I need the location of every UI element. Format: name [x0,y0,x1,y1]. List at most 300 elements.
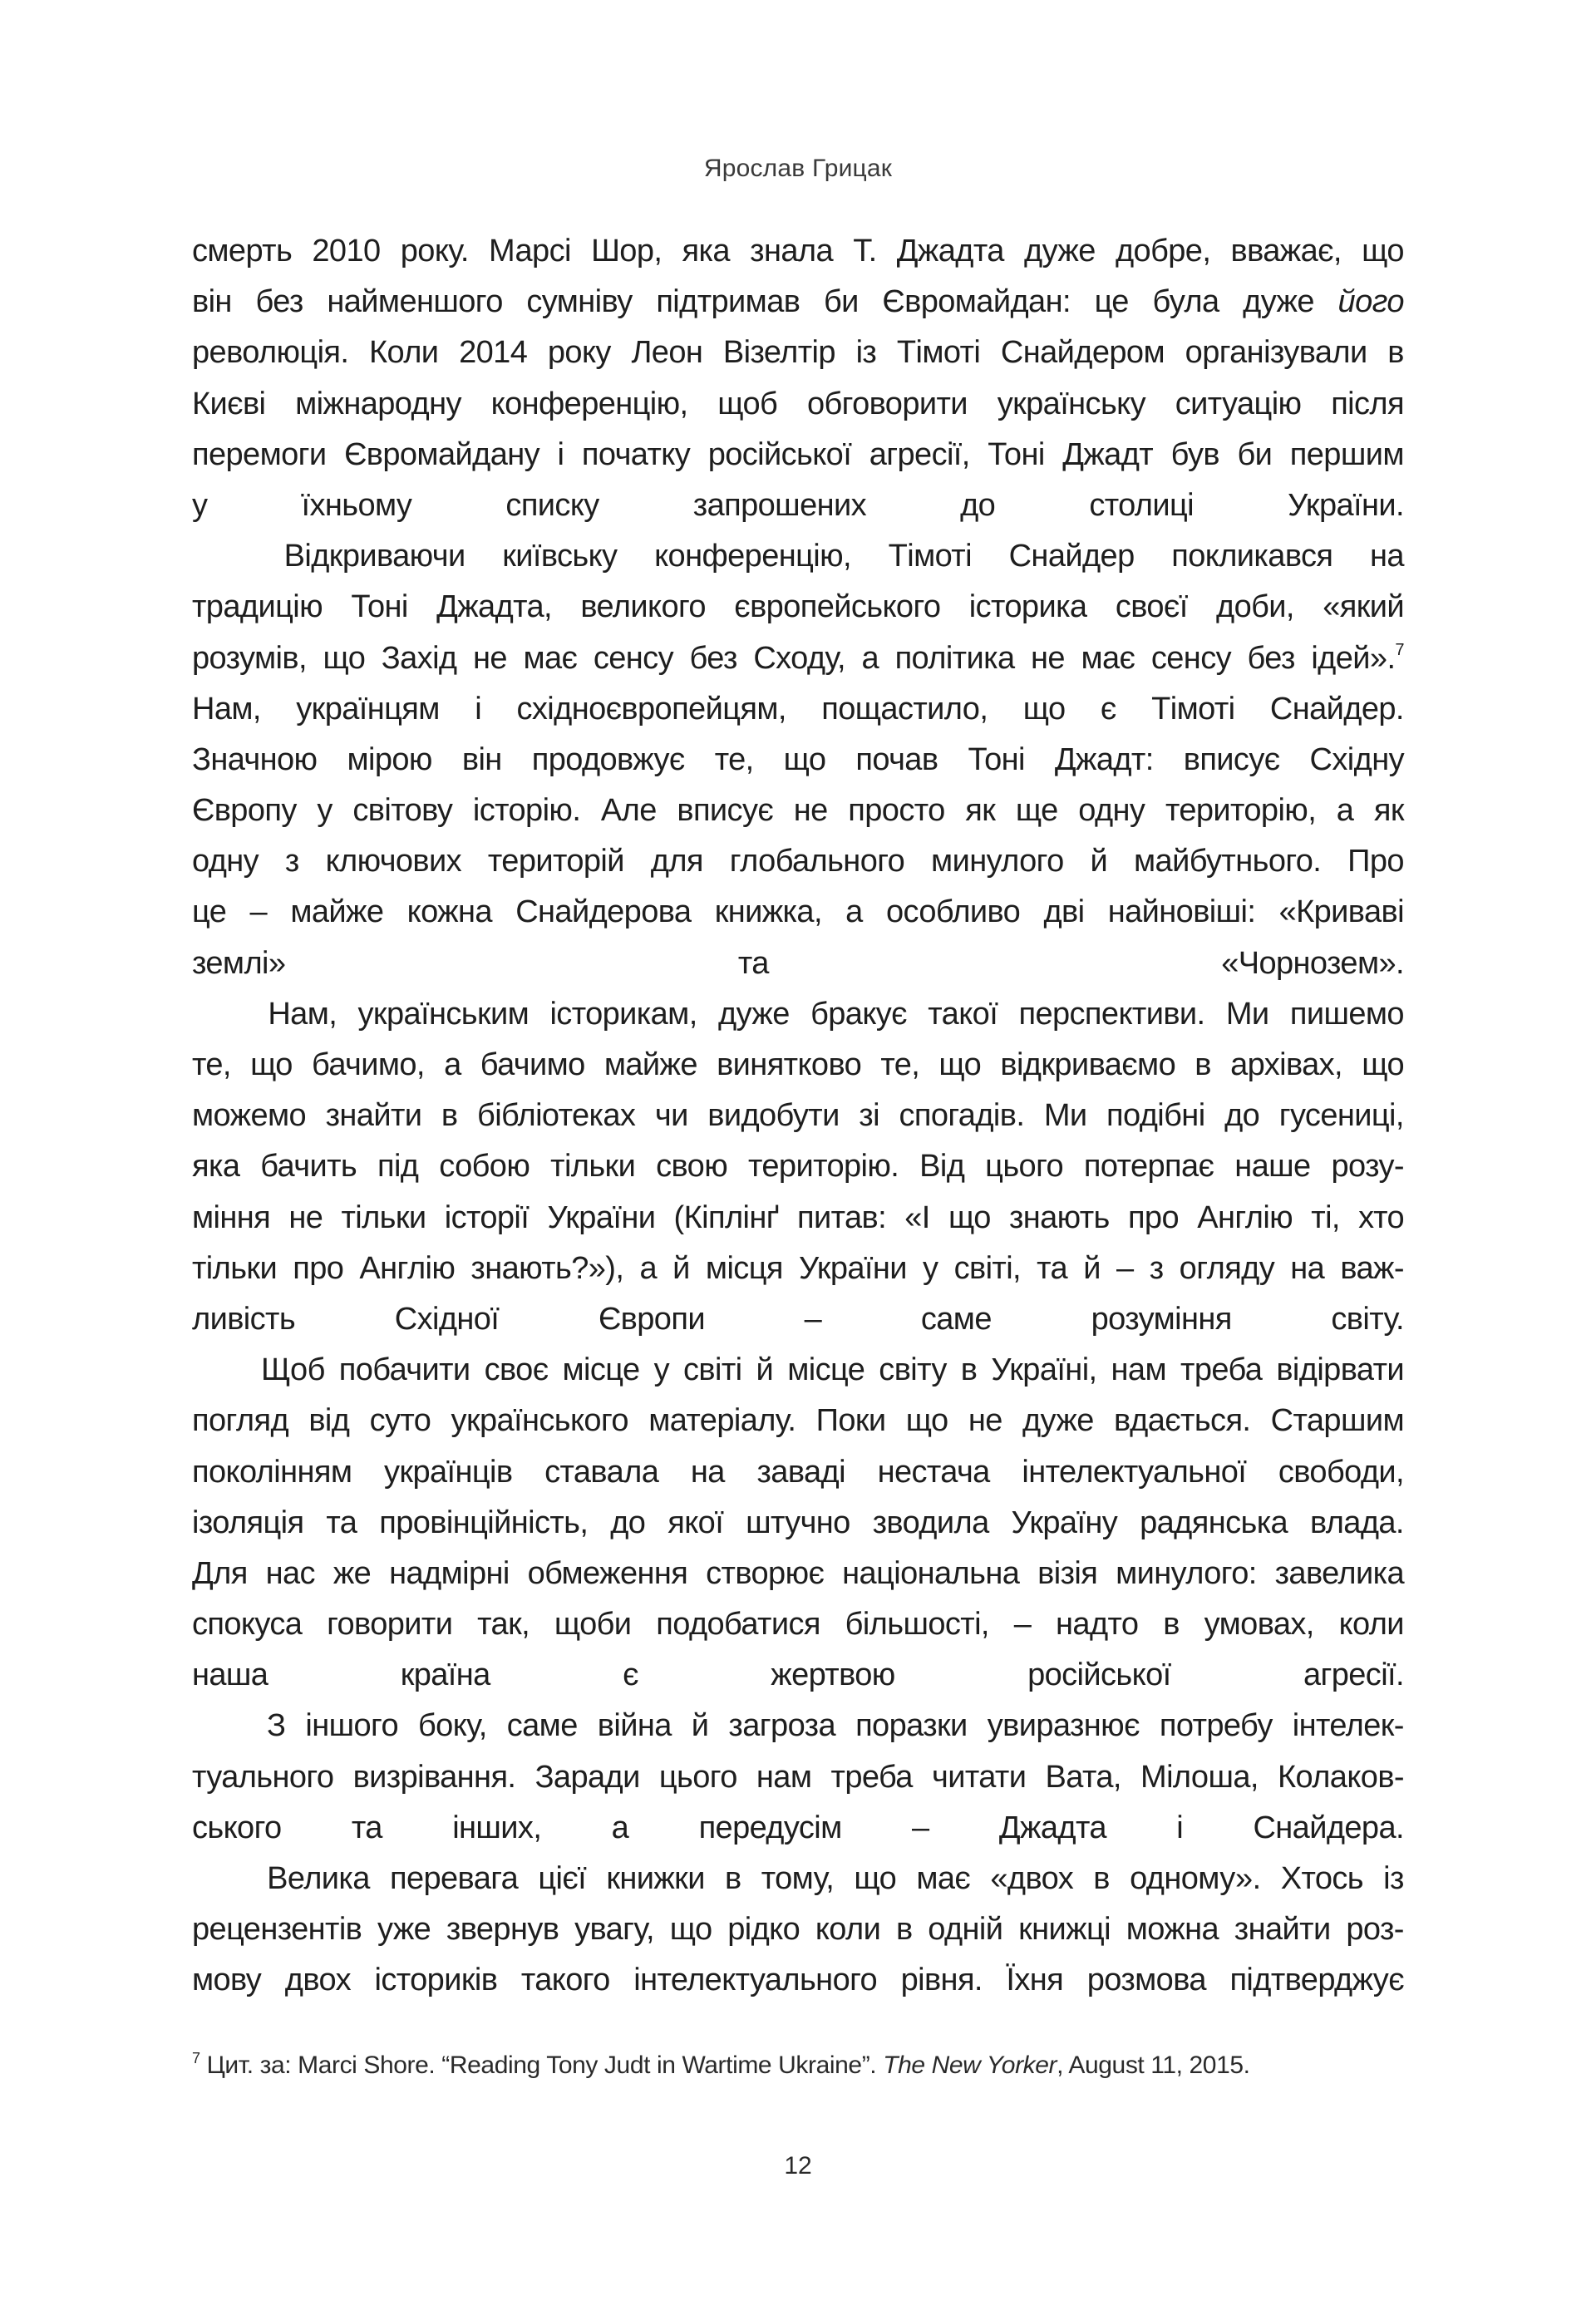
word: туального [192,1759,334,1795]
word: в [1195,1047,1211,1082]
word: обмеження [527,1555,688,1591]
word: сенсу [593,640,673,676]
word: Вата, [1045,1759,1121,1795]
word: в [1163,1607,1180,1643]
paragraph-indent [192,1854,247,1904]
word: українську [997,386,1145,421]
word: Тоні [988,436,1045,472]
word: такого [520,1963,610,1998]
word: Снайдер. [1269,691,1404,727]
word: Тімоті [888,539,972,574]
word: нас [265,1555,315,1591]
text-line [192,1498,1404,1549]
word: коли [815,1912,881,1948]
text-line [192,1040,1404,1091]
word: те, [192,1047,231,1082]
word: Шор, [591,234,663,268]
word: що [669,1912,712,1948]
text-line [192,1803,1404,1854]
word: конференцію, [490,386,688,421]
word: можемо [192,1098,307,1134]
word: світу [879,1352,947,1388]
word: продовжує [531,741,685,777]
word: тільки [192,1250,278,1286]
word: від [308,1403,350,1439]
footnote [192,2052,1404,2080]
word: Від [919,1149,965,1185]
word: важ- [1340,1250,1404,1286]
word: України [798,1250,907,1286]
word: візія [1037,1555,1098,1591]
word: книжці [1018,1912,1111,1948]
word: саме [920,1301,992,1337]
paragraph-indent [192,1345,247,1396]
word: Сходу, [753,640,845,676]
word: підтримав [656,284,800,320]
word: Велика [267,1861,370,1896]
word: з [284,844,299,879]
word: увиразнює [987,1708,1140,1744]
word: історії [444,1199,530,1235]
word: нам [1111,1352,1166,1388]
word: питав: [796,1199,887,1235]
word: глобального [729,844,905,879]
word: тільки [341,1199,426,1235]
word: ще [1015,793,1058,829]
word: територію. [748,1149,899,1185]
word: звернув [446,1912,559,1948]
word: щоби [554,1607,632,1643]
word: Ми [1225,996,1269,1032]
word: Хтось [1280,1861,1363,1896]
word: рідко [727,1912,800,1948]
word: мірою [347,741,432,777]
word: із [855,335,877,371]
word: Тоні [351,589,408,625]
word: Англію [1197,1199,1293,1235]
word: 2010 [312,234,381,268]
word: ідей».$^7$ [1311,640,1404,676]
word: ізоляція [192,1505,304,1540]
word: історикам, [549,996,697,1032]
word: – [804,1301,822,1337]
word: найменшого [327,284,503,320]
word: Європи [598,1301,705,1337]
word: дві [1043,894,1085,930]
word: – [1013,1607,1032,1643]
word: саме [506,1708,578,1744]
footnote-journal: The New Yorker [883,2052,1057,2079]
word: Джадта [998,1810,1106,1845]
word: рівня. [900,1963,983,1998]
word: потерпає [1083,1149,1214,1185]
word: бачить [260,1149,357,1185]
footnote-suffix: , August 11, 2015. [1057,2052,1250,2079]
word: Євромайдану [344,436,540,472]
word: що [1362,1047,1404,1082]
text-line [192,1599,1404,1650]
word: знають?»), [470,1250,624,1286]
text-line [192,328,1404,378]
word: відкриваємо [1000,1047,1176,1082]
word: влада. [1310,1505,1404,1540]
word: говорити [327,1607,453,1643]
word: зі [859,1098,879,1134]
word: місце [787,1352,865,1388]
word: Києві [192,386,266,421]
word: подобатися [656,1607,820,1643]
word: наше [1234,1149,1311,1185]
word: нестача [877,1454,990,1490]
page-number: 12 [784,2152,812,2180]
word: коли [1338,1607,1404,1643]
paragraph [192,1345,1404,1701]
word: сумніву [526,284,633,320]
word: вдається. [1114,1403,1251,1439]
word: до [960,487,996,523]
word: цього [658,1759,737,1795]
word: вписує [677,793,774,829]
word: книжки [606,1861,705,1896]
text-line [192,887,1404,938]
word: в [725,1861,741,1896]
word: місце [562,1352,640,1388]
word: Відкриваючи [283,539,466,574]
word: без [255,284,303,320]
word: як [965,793,996,829]
word: спокуса [192,1607,303,1643]
word: передусім [698,1810,842,1845]
word: яка [682,234,730,268]
word: Тімоті [1151,691,1235,727]
word: майже [603,1047,697,1082]
word: знають [1008,1199,1110,1235]
word: пишемо [1289,996,1404,1032]
word: бачимо, [312,1047,425,1082]
word: такої [928,996,998,1032]
word: без [689,640,737,676]
word: боку, [418,1708,487,1744]
word: ситуацію [1175,386,1302,421]
text-line [192,684,1404,735]
word: Коли [369,335,439,371]
paragraph [192,989,1404,1345]
word: що [905,1403,948,1439]
word: Нам, [192,691,261,727]
word: найновіші: [1107,894,1256,930]
word: перемоги [192,436,327,472]
word: особливо [885,894,1021,930]
word: Тімоті [896,335,981,371]
word: перевага [389,1861,519,1896]
text-line [192,277,1404,328]
word: а [1336,793,1354,829]
word: міння [192,1199,271,1235]
word: суто [369,1403,431,1439]
word: у [653,1352,669,1388]
word: територій [487,844,624,879]
word: і [557,436,564,472]
word: ського [192,1810,282,1845]
word: місця [705,1250,783,1286]
paragraph [192,531,1404,989]
word: умовах, [1204,1607,1314,1643]
word: що [854,1861,897,1896]
word: мову [192,1963,262,1998]
word: – [911,1810,929,1845]
word: свою [656,1149,728,1185]
word: двох [284,1963,351,1998]
word: що [948,1199,991,1235]
text-line [192,1854,1404,1904]
word: їхньому [301,487,412,523]
word: що [1362,234,1404,268]
word: більшості, [845,1607,989,1643]
word: знала [750,234,833,268]
word: «Криваві [1278,894,1404,930]
word: інтелектуальної [1022,1454,1247,1490]
word: світі [683,1352,742,1388]
word: Снайдерова [515,894,692,930]
word: Україну [1011,1505,1118,1540]
word: історика [968,589,1087,625]
word: українцям [296,691,440,727]
word: країна [400,1657,490,1693]
word: щоб [717,386,778,421]
text-line [192,480,1404,531]
word: треба [1180,1352,1263,1388]
word: жертвою [771,1657,895,1693]
word: до [610,1505,646,1540]
word: українців [384,1454,513,1490]
word: й [672,1250,690,1286]
word: до [1224,1098,1260,1134]
text-line [192,1904,1404,1955]
word: майбутнього. [1134,844,1322,879]
word: Євромайдан: [882,284,1071,320]
word: відірвати [1276,1352,1404,1388]
word: Англію [359,1250,456,1286]
word: у [923,1250,938,1286]
word: року [547,335,611,371]
footnote-number: 7 [192,2050,200,2066]
word: винятково [717,1047,862,1082]
word: Україні, [991,1352,1097,1388]
word: Снайдер [1008,539,1135,574]
word: просто [848,793,945,829]
word: а [444,1047,461,1082]
word: бракує [810,996,907,1032]
word: минулого: [1116,1555,1257,1591]
word: Візелтір [722,335,835,371]
word: бібліотеках [477,1098,636,1134]
text-line [192,1549,1404,1599]
word: Для [192,1555,248,1591]
text-line [192,836,1404,887]
word: європейського [734,589,941,625]
word: «Чорнозем». [1221,945,1404,981]
word: в [895,1912,913,1948]
word: ставала [544,1454,659,1490]
word: одну [192,844,259,879]
paragraph-indent [192,531,247,582]
word: організували [1185,335,1367,371]
word: історію. [472,793,581,829]
word: покликався [1171,539,1333,574]
word: цієї [538,1861,587,1896]
text-line [192,379,1404,430]
word: що [783,741,826,777]
word: так, [477,1607,530,1643]
word: була [1152,284,1219,320]
word: тільки [550,1149,636,1185]
word: – [1116,1250,1134,1286]
text-line [192,430,1404,480]
word: розу- [1331,1149,1404,1185]
word: є [1100,691,1116,727]
word: на [1290,1250,1325,1286]
word: почав [855,741,938,777]
word: в [960,1352,978,1388]
word: має [1081,640,1135,676]
word: столиці [1089,487,1194,523]
word: Східної [394,1301,500,1337]
word: те, [714,741,754,777]
word: тому, [761,1861,835,1896]
word: із [1383,1861,1404,1896]
word: «І [904,1199,930,1235]
word: Європу [192,793,297,829]
word: та [1037,1250,1068,1286]
running-head-author: Ярослав Грицак [703,155,893,182]
word: українського [451,1403,628,1439]
paragraph [192,1701,1404,1854]
text-line [192,1193,1404,1244]
word: Нам, [268,996,337,1032]
word: Ми [1043,1098,1087,1134]
word: вважає, [1230,234,1342,268]
word: має [916,1861,971,1896]
word: та [737,945,769,981]
word: традицію [192,589,323,625]
word: надто [1056,1607,1139,1643]
word: не [473,640,507,676]
word: що [1022,691,1066,727]
word: територію, [1165,793,1317,829]
word: знайти [1234,1912,1331,1948]
word: провінційність, [379,1505,589,1540]
word: є [623,1657,638,1693]
word: світі, [953,1250,1022,1286]
word: поколінням [192,1454,352,1490]
word: Джадта [896,234,1004,268]
word: був [1170,436,1219,472]
word: великого [580,589,706,625]
word: треба [830,1759,913,1795]
word: кожна [406,894,492,930]
word: політика [894,640,1015,676]
word: Східну [1309,741,1404,777]
text-line [192,989,1404,1040]
word: пощастило, [821,691,988,727]
word: майже [290,894,384,930]
word: обговорити [806,386,968,421]
word: він [192,284,232,320]
word: штучно [746,1505,850,1540]
word: одному». [1130,1861,1261,1896]
footnote-prefix: Цит. за: Marci Shore. “Reading Tony Judt in Wartime Ukraine”. [206,2052,884,2079]
word: Снайдером [1000,335,1165,371]
word: завелика [1274,1555,1404,1591]
word: Тоні [968,741,1025,777]
word: як [1373,793,1404,829]
word: у [192,487,208,523]
word: не [968,1403,1002,1439]
body-text [192,226,1404,2007]
word: національна [842,1555,1020,1591]
word: хто [1358,1199,1404,1235]
word: списку [505,487,599,523]
text-line [192,735,1404,786]
word: знайти [325,1098,422,1134]
word: а [611,1810,629,1845]
word: нам [756,1759,812,1795]
word: Колаков- [1278,1759,1404,1795]
word: в [1387,335,1404,371]
word: під [377,1149,419,1185]
word: перспективи. [1018,996,1205,1032]
word: Щоб [261,1352,325,1388]
text-line [192,1650,1404,1701]
word: рецензентів [192,1912,362,1948]
word: розумів, [192,640,307,676]
text-line [192,633,1404,684]
word: та [326,1505,357,1540]
word: Т. [853,234,877,268]
word: потребу [1159,1708,1273,1744]
word: своє [484,1352,549,1388]
word: що [938,1047,982,1082]
word: чи [654,1098,688,1134]
word: першим [1289,436,1404,472]
word: про [293,1250,344,1286]
word: українським [357,996,530,1032]
word: смерть [192,234,293,268]
text-line [192,226,1404,277]
text-line [192,1955,1404,2006]
word: Про [1347,844,1404,879]
word: України [547,1199,656,1235]
word: й [1090,844,1108,879]
word: на [690,1454,725,1490]
word: видобути [707,1098,840,1134]
word: визрівання. [352,1759,516,1795]
word: зводила [872,1505,989,1540]
word: заваді [756,1454,845,1490]
word: архівах, [1230,1047,1343,1082]
word: дуже [718,996,790,1032]
word: року. [400,234,469,268]
word: читати [932,1759,1027,1795]
text-line [192,1701,1404,1751]
word: цього [985,1149,1064,1185]
word: не [793,793,828,829]
word: його [1337,284,1404,320]
word: уже [377,1912,431,1948]
word: Захід [381,640,457,676]
word: України. [1288,487,1404,523]
word: побачити [338,1352,470,1388]
